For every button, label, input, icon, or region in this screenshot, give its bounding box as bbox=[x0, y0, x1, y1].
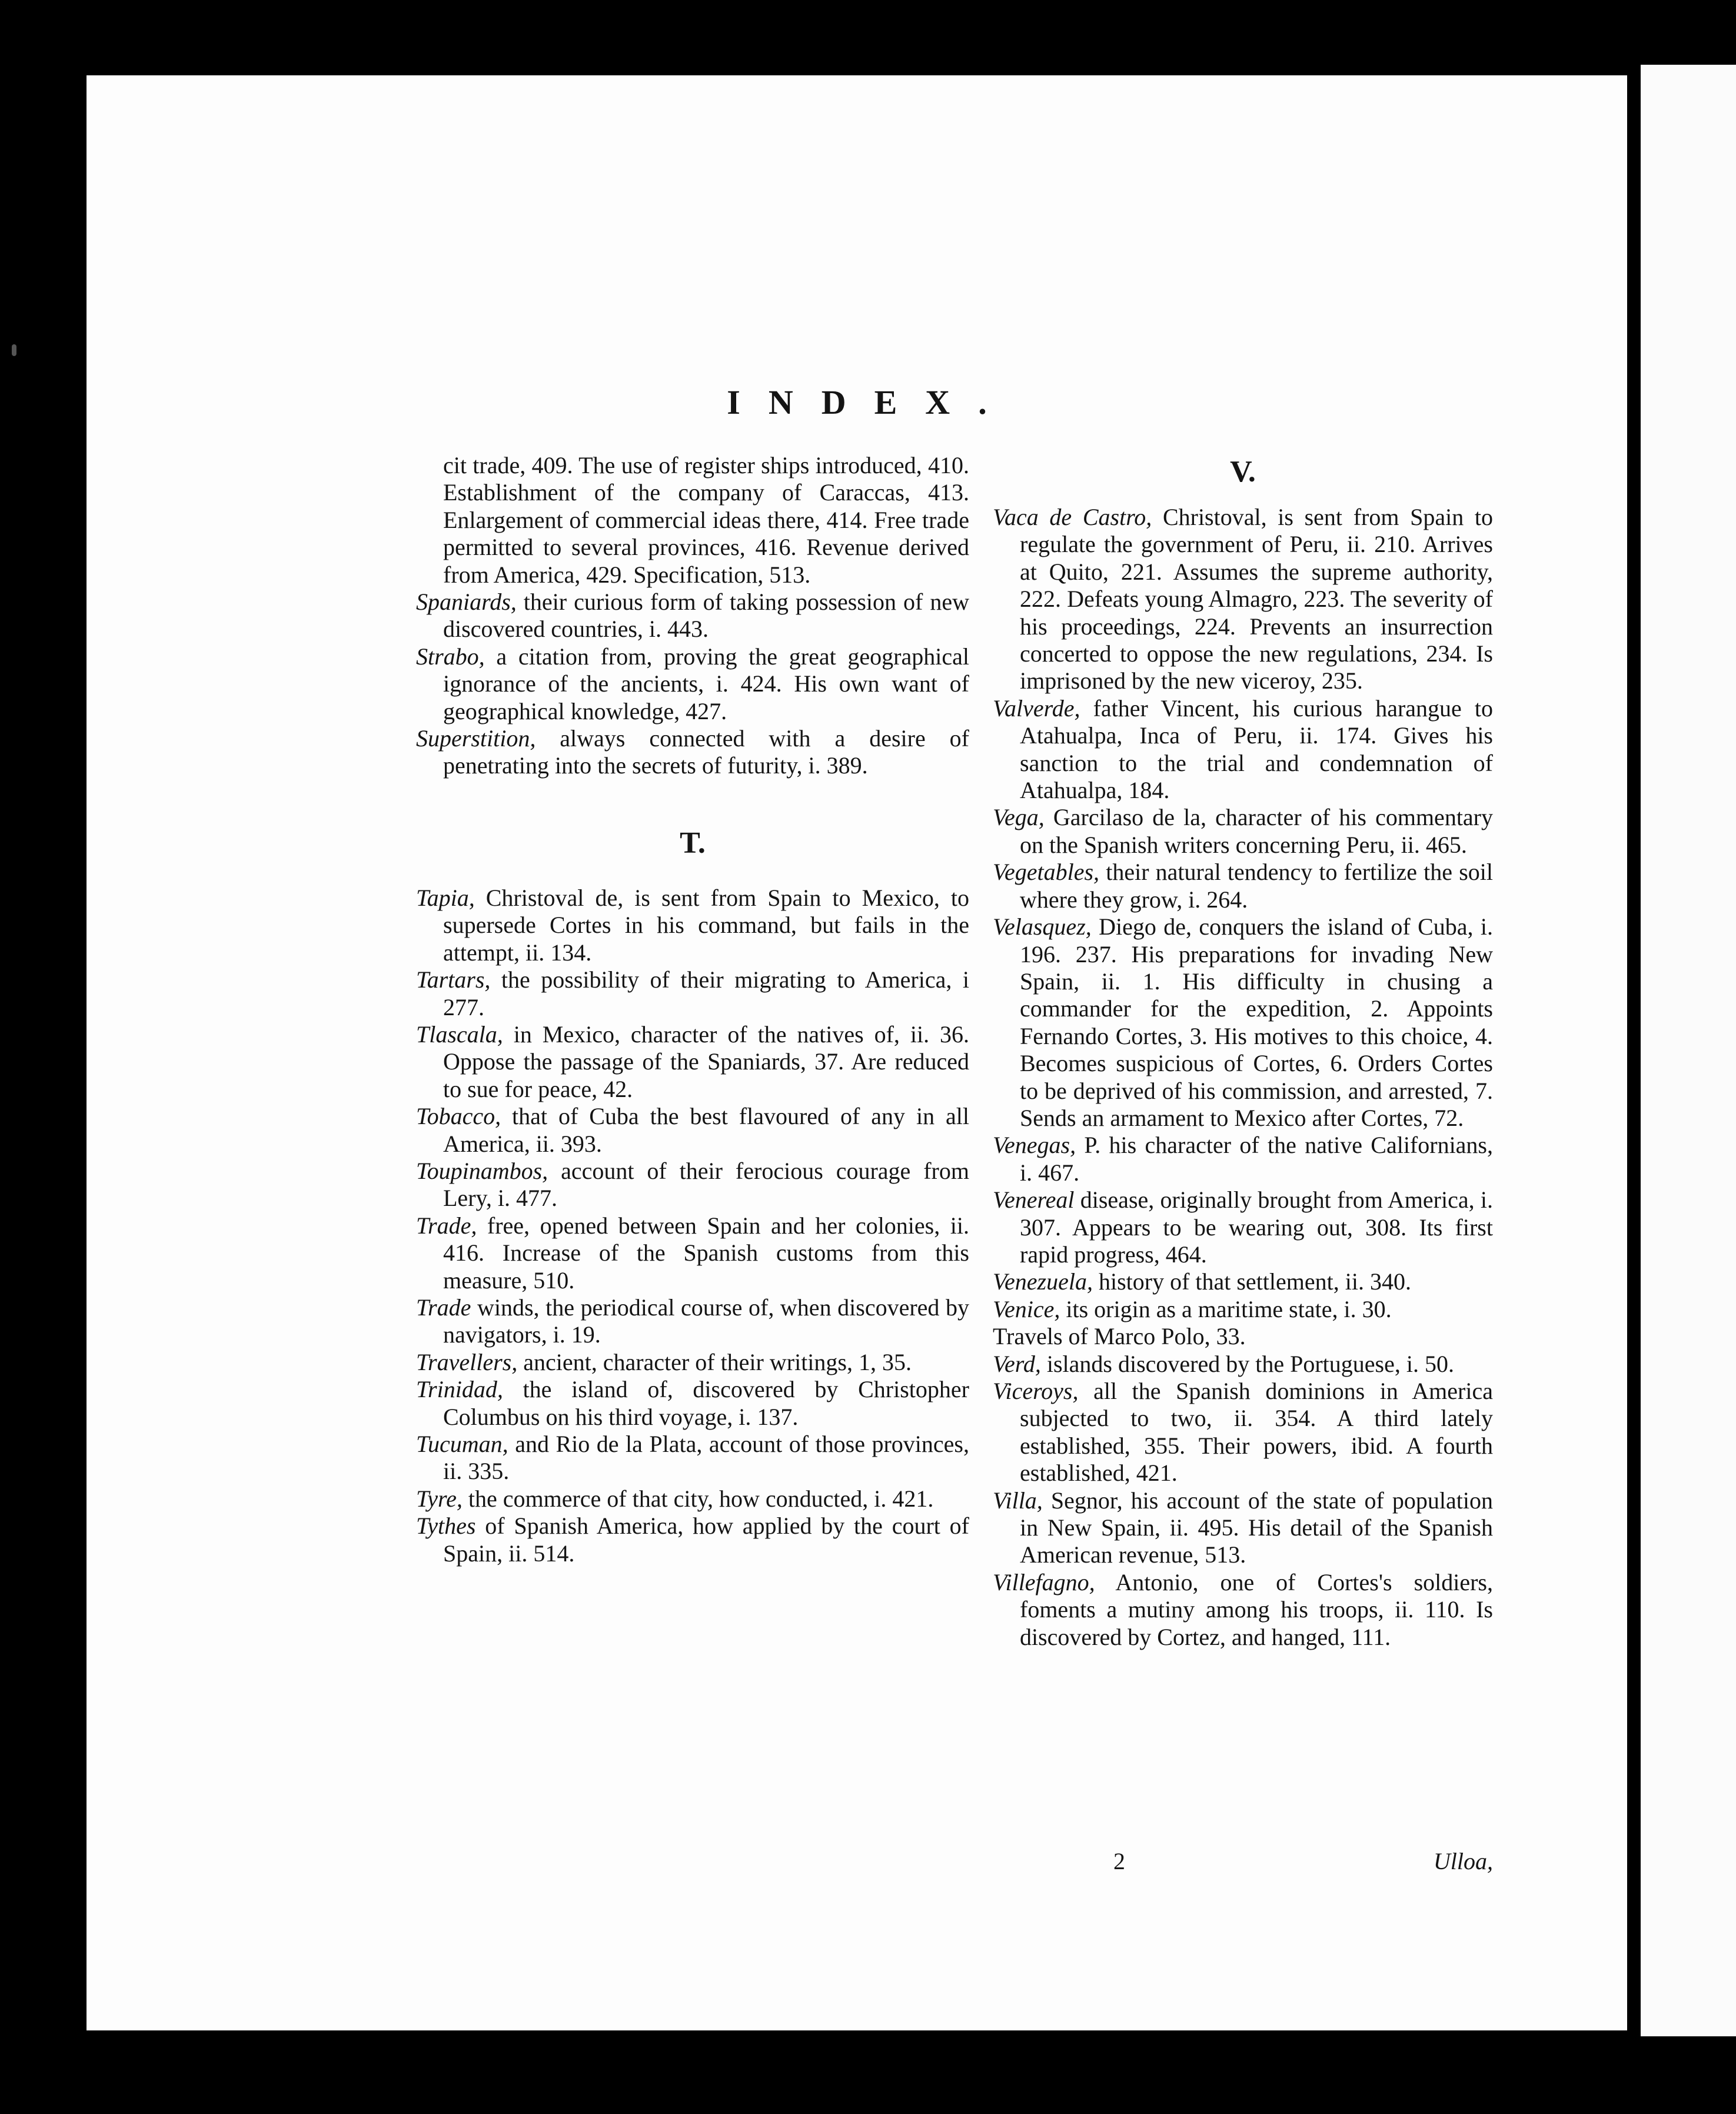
entry-term: Tapia, bbox=[416, 884, 475, 911]
page-header: INDEX. bbox=[727, 383, 1015, 421]
index-entry bbox=[416, 1294, 969, 1349]
entry-term: Villefagno, bbox=[993, 1568, 1095, 1596]
index-entry bbox=[416, 725, 969, 780]
index-entry bbox=[416, 1021, 969, 1103]
index-entry bbox=[416, 643, 969, 725]
index-entry bbox=[993, 504, 1493, 695]
entry-text: account of their ferocious courage from Lery, i. 477. bbox=[443, 1157, 969, 1212]
entry-text: of Spanish America, how applied by the court of Spain, ii. 514. bbox=[443, 1513, 969, 1567]
entry-text: winds, the periodical course of, when discovered by navigators, i. 19. bbox=[443, 1294, 969, 1348]
entry-text: islands discovered by the Portuguese, i. 50. bbox=[1040, 1350, 1454, 1377]
entry-text: its origin as a maritime state, i. 30. bbox=[1060, 1295, 1392, 1322]
section-letter-t: T. bbox=[680, 826, 706, 860]
entry-text: a citation from, proving the great geographical ignorance of the ancients, i. 424. His own want of geographical knowledge, 427. bbox=[443, 643, 969, 724]
index-entry bbox=[993, 804, 1493, 859]
entry-term: Vega, bbox=[993, 804, 1045, 831]
entry-text: Segnor, his account of the state of population in New Spain, ii. 495. His detail of the Spanish American revenue, 513. bbox=[1020, 1487, 1493, 1568]
entry-text: Christoval de, is sent from Spain to Mexico, to supersede Cortes in his command, but fails in the attempt, ii. 134. bbox=[443, 884, 969, 966]
index-entry bbox=[993, 1296, 1493, 1323]
book-page bbox=[87, 75, 1627, 2030]
index-entry bbox=[416, 1513, 969, 1567]
entries-s bbox=[416, 589, 969, 780]
entry-text: P. his character of the native Californians, i. 467. bbox=[1020, 1132, 1493, 1186]
entry-text: and Rio de la Plata, account of those provinces, ii. 335. bbox=[443, 1431, 969, 1485]
index-entry bbox=[993, 1487, 1493, 1569]
adjacent-page-edge bbox=[1641, 65, 1736, 2036]
entry-term: Superstition, bbox=[416, 725, 536, 752]
index-entry bbox=[416, 589, 969, 643]
index-entry bbox=[993, 1351, 1493, 1378]
entry-term: Tyre, bbox=[416, 1485, 463, 1512]
entry-text: their natural tendency to fertilize the soil where they grow, i. 264. bbox=[1020, 859, 1493, 913]
entry-term: Villa, bbox=[993, 1487, 1043, 1514]
entry-text: father Vincent, his curious harangue to Atahualpa, Inca of Peru, ii. 174. Gives his sanction to the trial and condemnation of Atahualpa, 184. bbox=[1020, 694, 1493, 804]
entry-term: Tlascala, bbox=[416, 1021, 503, 1048]
entry-term: Tartars, bbox=[416, 966, 491, 993]
entry-text: the island of, discovered by Christopher Columbus on his third voyage, i. 137. bbox=[443, 1376, 969, 1430]
entry-text: that of Cuba the best flavoured of any in all America, ii. 393. bbox=[443, 1103, 969, 1157]
entry-term: Verd, bbox=[993, 1350, 1041, 1377]
entry-term: Viceroys, bbox=[993, 1378, 1079, 1404]
entry-text: always connected with a desire of penetrating into the secrets of futurity, i. 389. bbox=[443, 725, 969, 779]
index-entry bbox=[993, 1378, 1493, 1487]
entry-term: Vaca de Castro, bbox=[993, 504, 1152, 530]
entry-text: the possibility of their migrating to America, i 277. bbox=[443, 966, 969, 1021]
entry-text: in Mexico, character of the natives of, ii. 36. Oppose the passage of the Spaniards, 37. Are reduced to sue for peace, 42. bbox=[443, 1021, 969, 1102]
entry-term: Travellers, bbox=[416, 1348, 518, 1375]
entry-term: Tythes bbox=[416, 1513, 476, 1540]
entry-term: Venereal bbox=[993, 1186, 1075, 1214]
index-entry bbox=[416, 1212, 969, 1294]
entry-text: Travels of Marco Polo, 33. bbox=[993, 1323, 1246, 1350]
signature-mark: 2 bbox=[1113, 1848, 1125, 1874]
entry-term: Trade bbox=[416, 1294, 471, 1321]
entries-t bbox=[416, 885, 969, 1567]
entry-term: Trade, bbox=[416, 1212, 477, 1239]
index-entry bbox=[993, 1186, 1493, 1268]
index-entry bbox=[416, 885, 969, 966]
entry-text: all the Spanish dominions in America subjected to two, ii. 354. A third lately established, 355. Their powers, ibid. A fourth established, 421. bbox=[1020, 1378, 1493, 1487]
right-column bbox=[993, 452, 1493, 1651]
entry-text: history of that settlement, ii. 340. bbox=[1092, 1268, 1411, 1295]
index-entry bbox=[993, 1268, 1493, 1295]
continuation-entry: cit trade, 409. The use of register ships introduced, 410. Establishment of the company of Caraccas, 413. Enlargement of commercial ideas there, 414. Free trade permitted to several provinces, 416. Revenue derived from America, 429. Specification, 513. bbox=[443, 452, 969, 588]
index-entry bbox=[416, 1431, 969, 1485]
entry-term: Trinidad, bbox=[416, 1376, 503, 1403]
entry-term: Spaniards, bbox=[416, 589, 517, 616]
index-entry bbox=[416, 1485, 969, 1513]
index-entry bbox=[993, 913, 1493, 1132]
index-entry bbox=[993, 695, 1493, 805]
section-letter-v: V. bbox=[1230, 455, 1256, 488]
entry-term: Toupinambos, bbox=[416, 1157, 548, 1184]
index-entry bbox=[416, 1158, 969, 1212]
entry-term: Vegetables, bbox=[993, 859, 1100, 886]
entry-term: Venezuela, bbox=[993, 1268, 1093, 1295]
entry-text: disease, originally brought from America, i. 307. Appears to be wearing out, 308. Its first rapid progress, 464. bbox=[1020, 1186, 1493, 1268]
index-entry bbox=[416, 966, 969, 1021]
entry-text: the commerce of that city, how conducted, i. 421. bbox=[462, 1485, 934, 1512]
entry-text: free, opened between Spain and her colonies, ii. 416. Increase of the Spanish customs from this measure, 510. bbox=[443, 1212, 969, 1294]
scan-speck bbox=[12, 344, 16, 356]
entry-text: their curious form of taking possession of new discovered countries, i. 443. bbox=[443, 589, 969, 643]
index-entry bbox=[993, 1323, 1493, 1350]
index-entry bbox=[416, 1376, 969, 1431]
entries-v bbox=[993, 504, 1493, 1651]
entry-text: Diego de, conquers the island of Cuba, i. 196. 237. His preparations for invading New Spain, ii. 1. His difficulty in chusing a commander for the expedition, 2. Appoints Fernando Cortes, 3. His motives to this choice, 4. Becomes suspicious of Cortes, 6. Orders Cortes to be deprived of his commission, and arrested, 7. Sends an armament to Mexico after Cortes, 72. bbox=[1020, 913, 1493, 1131]
catchword: Ulloa, bbox=[1433, 1848, 1493, 1874]
left-column bbox=[416, 452, 969, 1567]
index-entry bbox=[993, 859, 1493, 913]
entry-text: Antonio, one of Cortes's soldiers, foments a mutiny among his troops, ii. 110. Is discovered by Cortez, and hanged, 111. bbox=[1020, 1568, 1493, 1650]
entry-term: Venice, bbox=[993, 1295, 1060, 1322]
entry-term: Tobacco, bbox=[416, 1103, 501, 1130]
index-entry bbox=[416, 1103, 969, 1158]
entry-term: Tucuman, bbox=[416, 1431, 508, 1457]
entry-term: Valverde, bbox=[993, 694, 1080, 722]
entry-term: Strabo, bbox=[416, 643, 485, 670]
index-entry bbox=[993, 1569, 1493, 1651]
entry-term: Velasquez, bbox=[993, 913, 1092, 940]
entry-text: Garcilaso de la, character of his commentary on the Spanish writers concerning Peru, ii. 465. bbox=[1020, 804, 1493, 858]
entry-text: Christoval, is sent from Spain to regulate the government of Peru, ii. 210. Arrives at Quito, 221. Assumes the supreme authority, 222. Defeats young Almagro, 223. The severity of his proceedings, 224. Prevents an insurrection concerted to oppose the new regulations, 234. Is imprisoned by the new viceroy, 235. bbox=[1020, 504, 1493, 694]
entry-text: ancient, character of their writings, 1, 35. bbox=[517, 1348, 912, 1375]
index-entry bbox=[416, 1349, 969, 1376]
index-entry bbox=[993, 1132, 1493, 1186]
entry-term: Venegas, bbox=[993, 1132, 1076, 1159]
